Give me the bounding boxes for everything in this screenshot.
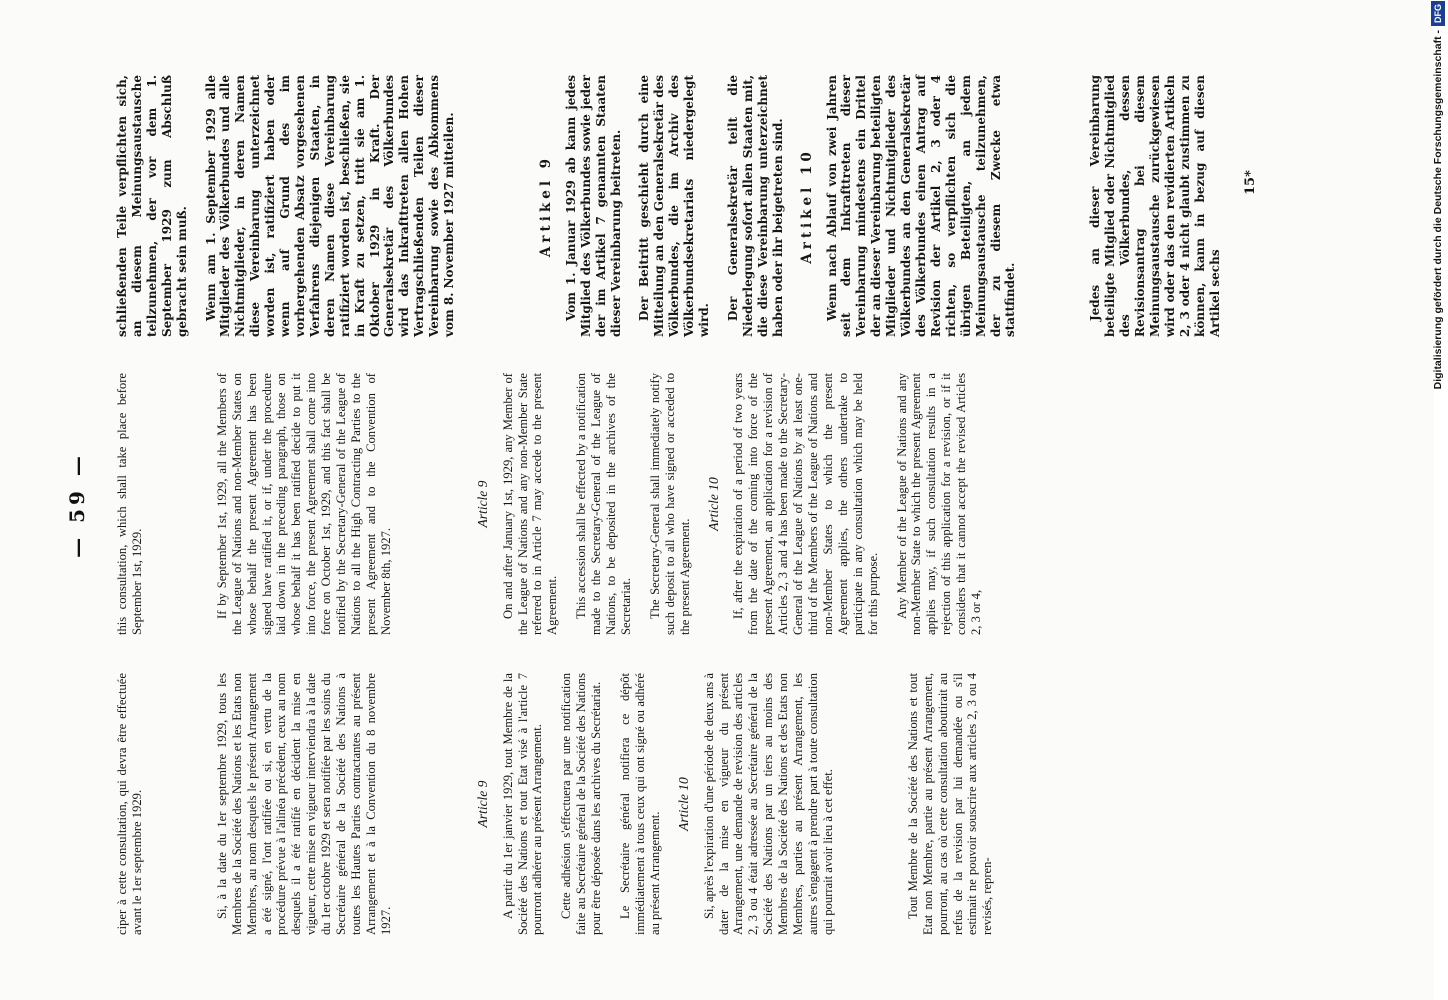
english-column xyxy=(115,373,1275,635)
english-paragraph: Any Member of the League of Nations and any non-Member State to which the present Agreement applies may, if such consultation results in a rejection of this application for a revision, or if it considers that it cannot accept the revised Articles 2, 3 or 4, xyxy=(894,373,984,635)
french-column xyxy=(115,673,1275,935)
english-paragraph: If, after the expiration of a period of two years from the date of the coming into force of the present Agreement, an application for a revision of Articles 2, 3 and 4 has been made to the Secretary-General of the League of Nations by at least one-third of the Members of the League of Nations and non-Member States to which the present Agreement applies, the others undertake to participate in any consultation which may be held for this purpose. xyxy=(731,373,880,635)
english-article-heading: Article 10 xyxy=(705,477,721,531)
dfg-logo: DFG xyxy=(1431,1,1445,26)
german-article-heading: Artikel 9 xyxy=(537,154,554,258)
german-paragraph: Wenn nach Ablauf von zwei Jahren seit dem Inkrafttreten dieser Vereinbarung mindestens ein Drittel der an dieser Vereinbarung beteiligten Mitglieder und Nichtmitglieder des Völkerbundes an den Generalsekretär des Völkerbundes einen Antrag auf Revision der Artikel 2, 3 oder 4 richten, so verpflichten sich die übrigen Beteiligten, an jedem Meinungsaustausche teilzunehmen, der zu diesem Zwecke etwa stattfindet. xyxy=(824,75,1018,337)
french-paragraph: A partir du 1er janvier 1929, tout Membre de la Société des Nations et tout Etat visé à l'article 7 pourront adhérer au présent Arrangement. xyxy=(500,673,545,935)
german-paragraph: schließenden Teile verpflichten sich, an diesem Meinungsaustausche teilzunehmen, der vor dem 1. September 1929 zum Abschluß gebracht sein muß. xyxy=(115,75,189,337)
french-paragraph: Si, à la date du 1er septembre 1929, tous les Membres de la Société des Nations et les Etats non Membres, au nom desquels le présent Arrangement a été signé, l'ont ratifiée ou si, en vertu de la procédure prévue à l'alinéa précédent, ceux au nom desquels il a été ratifié en décident la mise en vigueur, cette mise en vigueur interviendra à la date du 1er octobre 1929 et sera notifiée par les soins du Secrétaire général de la Société des Nations à toutes les Hautes Parties contractantes au présent Arrangement et à la Convention du 8 novembre 1927. xyxy=(214,673,393,935)
french-paragraph: ciper à cette consultation, qui devra être effectuée avant le 1er septembre 1929. xyxy=(115,673,144,935)
rotated-page-content xyxy=(45,65,1445,945)
german-paragraph: Vom 1. Januar 1929 ab kann jedes Mitglied des Völkerbundes sowie jeder der im Artikel 7 genannten Staaten dieser Vereinbarung beitreten. xyxy=(563,75,623,337)
page-number: — 59 — xyxy=(65,452,89,558)
paragraph-gap xyxy=(850,673,906,935)
german-paragraph: Wenn am 1. September 1929 alle Mitglieder des Völkerbundes und alle Nichtmitglieder, in deren Namen diese Vereinbarung unterzeichnet worden ist, ratifiziert haben oder wenn auf Grund des im vorhergehenden Absatz vorgesehenen Verfahrens diejenigen Staaten, in deren Namen diese Vereinbarung ratifiziert worden ist, beschließen, sie in Kraft zu setzen, tritt sie am 1. Oktober 1929 in Kraft. Der Generalsekretär des Völkerbundes wird das Inkrafttreten allen Hohen Vertragschließenden Teilen dieser Vereinbarung sowie des Abkommens vom 8. November 1927 mitteilen. xyxy=(203,75,457,337)
digitization-note-text: Digitalisierung gefördert durch die Deutsche Forschungsgemeinschaft - xyxy=(1432,30,1444,390)
french-paragraph: Cette adhésion s'effectuera par une notification faite au Secrétaire général de la Société des Nations pour être déposée dans les archives du Secrétariat. xyxy=(559,673,604,935)
german-paragraph: Der Generalsekretär teilt die Niederlegung sofort allen Staaten mit, die diese Vereinbarung unterzeichnet haben oder ihr beigetreten sind. xyxy=(726,75,785,337)
english-paragraph: On and after January 1st, 1929, any Member of the League of Nations and any non-Member State referred to in Article 7 may accede to the present Agreement. xyxy=(500,373,560,635)
english-paragraph: If by September 1st, 1929, all the Members of the League of Nations and non-Member States on whose behalf the present Agreement has been signed have ratified it, or if, under the procedure laid down in the preceding paragraph, those on whose behalf it has been ratified decide to put it into force, the present Agreement shall come into force on October 1st, 1929, and this fact shall be notified by the Secretary-General of the League of Nations to all the High Contracting Parties to the present Agreement and to the Convention of November 8th, 1927. xyxy=(214,373,393,635)
paragraph-gap xyxy=(471,75,527,337)
paragraph-gap xyxy=(159,373,215,635)
english-article-heading: Article 9 xyxy=(474,480,490,528)
paragraph-gap xyxy=(159,673,215,935)
english-paragraph: The Secretary-General shall immediately notify such deposit to all who have signed or acceded to the present Agreement. xyxy=(647,373,692,635)
german-paragraph: Jedes an dieser Vereinbarung beteiligte Mitglied oder Nichtmitglied des Völkerbundes, dessen Revisionsantrag bei diesem Meinungsaustausche zurückgewiesen wird oder das den revidierten Artikeln 2, 3 oder 4 nicht glaubt zustimmen zu können, kann in bezug auf diesen Artikel sechs xyxy=(1088,75,1222,337)
paragraph-gap xyxy=(408,373,464,635)
german-column xyxy=(115,75,1275,337)
french-paragraph: Tout Membre de la Société des Nations et tout Etat non Membre, partie au présent Arrangement, pourront, au cas où cette consultation aboutirait au refus de la revision par lui demandée ou s'il estimait ne pouvoir souscrire aux articles 2, 3 ou 4 revisés, repren- xyxy=(905,673,995,935)
french-paragraph: Le Secrétaire général notifiera ce dépôt immédiatement à tous ceux qui ont signé ou adhéré au présent Arrangement. xyxy=(618,673,662,935)
english-paragraph: This accession shall be effected by a notification made to the Secretary-General of the League of Nations, to be deposited in the archives of the Secretariat. xyxy=(574,373,633,635)
french-article-heading: Article 9 xyxy=(474,780,490,828)
signature-mark: 15* xyxy=(1243,170,1258,195)
paragraph-gap xyxy=(408,673,464,935)
french-article-heading: Article 10 xyxy=(675,777,691,831)
french-paragraph: Si, après l'expiration d'une période de deux ans à dater de la mise en vigueur du présent Arrangement, une demande de revision des articles 2, 3 ou 4 était adressée au Secrétaire général de la Société des Nations par un tiers au moins des Membres de la Société des Nations et des Etats non Membres, parties au présent Arrangement, les autres s'engagent à prendre part à toute consultation qui pourrait avoir lieu à cet effet. xyxy=(701,673,835,935)
german-paragraph: Der Beitritt geschieht durch eine Mitteilung an den Generalsekretär des Völkerbundes, die im Archiv des Völkerbundsekretariats niedergelegt wird. xyxy=(637,75,712,337)
german-article-heading: Artikel 10 xyxy=(798,148,815,264)
paragraph-gap xyxy=(1032,75,1088,337)
english-paragraph: this consultation, which shall take place before September 1st, 1929. xyxy=(115,373,144,635)
digitization-note xyxy=(1412,4,1444,996)
